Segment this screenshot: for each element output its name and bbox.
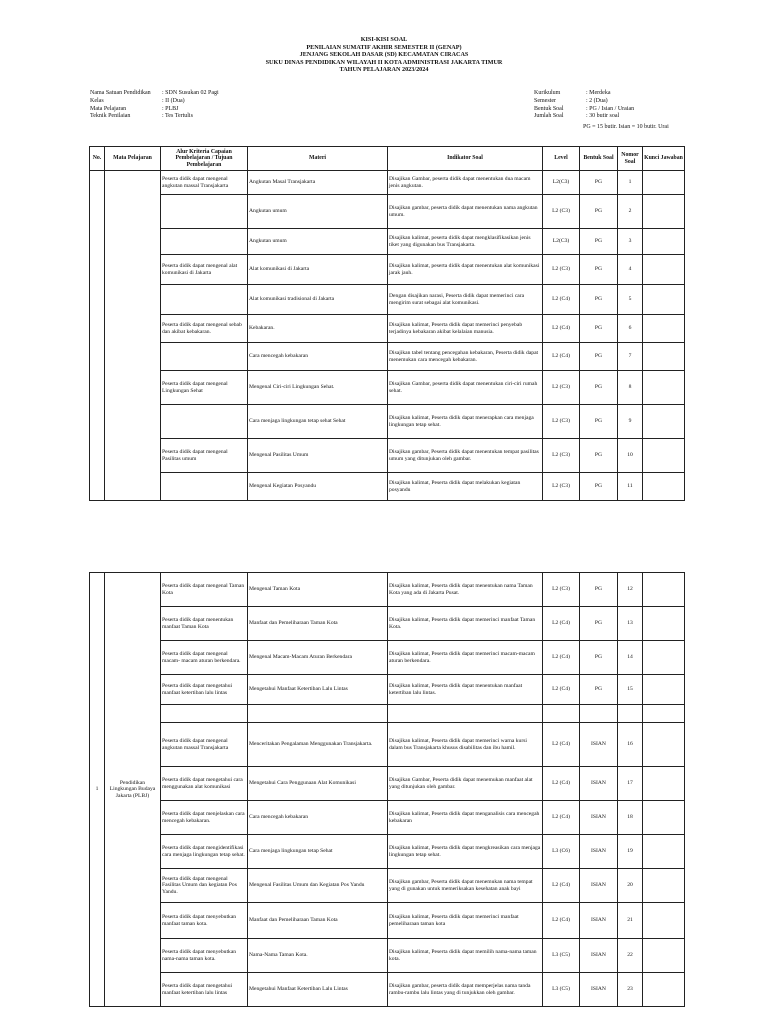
material-cell: Mengetahui Cara Penggunaan Alat Komunikasi bbox=[248, 767, 388, 801]
question-type-cell: PG bbox=[580, 171, 618, 195]
table-row bbox=[90, 675, 685, 705]
material-cell: Mengenal Fasilitas Umum dan Kegiatan Pos Yandu bbox=[248, 869, 388, 903]
answer-key-cell bbox=[643, 229, 685, 255]
table-row bbox=[90, 573, 685, 607]
material-cell bbox=[248, 705, 388, 723]
material-cell: Mengenal Macam-Macam Aturan Berkendara bbox=[248, 641, 388, 675]
table-header-row bbox=[90, 147, 685, 171]
level-cell: L2 (C4) bbox=[543, 723, 580, 767]
level-cell: L2(C3) bbox=[543, 171, 580, 195]
level-cell: L2 (C4) bbox=[543, 607, 580, 641]
question-number-cell: 18 bbox=[618, 801, 643, 835]
school-info bbox=[90, 90, 219, 121]
material-cell: Cara mencegah kebakaran bbox=[248, 801, 388, 835]
subject-number bbox=[90, 171, 105, 501]
col-header-answer-key: Kunci Jawaban bbox=[643, 147, 685, 171]
level-cell: L2 (C4) bbox=[543, 315, 580, 343]
indicator-cell bbox=[388, 705, 543, 723]
learning-objective-cell: Peserta didik dapat mengetahui manfaat ketertiban lalu lintas bbox=[161, 973, 248, 1007]
question-number-cell: 22 bbox=[618, 939, 643, 973]
indicator-cell: Disajikan Gambar, peserta didik dapat menentukan dua macam jenis angkutan. bbox=[388, 171, 543, 195]
info-row bbox=[90, 106, 219, 114]
question-type-cell: ISIAN bbox=[580, 973, 618, 1007]
answer-key-cell bbox=[643, 255, 685, 285]
table-row bbox=[90, 939, 685, 973]
question-number-cell bbox=[618, 705, 643, 723]
indicator-cell: Disajikan tabel tentang pencegahan kebakaran, Peserta didik dapat menemukan cara mencegah kebakaran. bbox=[388, 343, 543, 371]
level-cell: L2 (C3) bbox=[543, 255, 580, 285]
learning-objective-cell bbox=[161, 705, 248, 723]
table-row bbox=[90, 229, 685, 255]
question-number-cell: 17 bbox=[618, 767, 643, 801]
table-row bbox=[90, 723, 685, 767]
table-row bbox=[90, 473, 685, 501]
col-header-learning-objective: Alur Kriteria Capaian Pembelajaran / Tujuan Pembelajaran bbox=[161, 147, 248, 171]
material-cell: Mengetahui Manfaat Ketertiban Lalu Lintas bbox=[248, 675, 388, 705]
learning-objective-cell bbox=[161, 405, 248, 439]
learning-objective-cell: Peserta didik dapat menyebutkan manfaat taman kota. bbox=[161, 903, 248, 939]
indicator-cell: Disajikan kalimat, Peserta didik dapat memilih nama-nama taman kota. bbox=[388, 939, 543, 973]
level-cell: L2 (C4) bbox=[543, 869, 580, 903]
material-cell: Angkutan umum bbox=[248, 229, 388, 255]
material-cell: Menceritakan Pengalaman Menggunakan Transjakarta. bbox=[248, 723, 388, 767]
question-type-cell: PG bbox=[580, 229, 618, 255]
question-number-cell: 12 bbox=[618, 573, 643, 607]
info-value: : II (Dua) bbox=[162, 97, 185, 104]
material-cell: Angkutan Masal Transjakarta bbox=[248, 171, 388, 195]
info-row bbox=[90, 90, 219, 98]
answer-key-cell bbox=[643, 705, 685, 723]
kisi-kisi-table-page-1 bbox=[89, 146, 685, 501]
table-row bbox=[90, 405, 685, 439]
learning-objective-cell: Peserta didik dapat mengetahui manfaat ketertiban lalu lintas bbox=[161, 675, 248, 705]
material-cell: Alat komunikasi tradisional di Jakarta bbox=[248, 285, 388, 315]
indicator-cell: Disajikan kalimat, Peserta didik dapat memerinci manfaat Taman Kota. bbox=[388, 607, 543, 641]
question-type-cell: PG bbox=[580, 405, 618, 439]
learning-objective-cell: Peserta didik dapat mengenal Lingkungan Sehat bbox=[161, 371, 248, 405]
table-row bbox=[90, 195, 685, 229]
info-value: : 2 (Dua) bbox=[586, 97, 608, 104]
material-cell: Mengenal Pasilitas Umum bbox=[248, 439, 388, 473]
material-cell: Kebakaran. bbox=[248, 315, 388, 343]
info-label: Jumlah Soal bbox=[534, 113, 564, 120]
answer-key-cell bbox=[643, 869, 685, 903]
answer-key-cell bbox=[643, 195, 685, 229]
learning-objective-cell: Peserta didik dapat mengetahui cara menggunakan alat komunikasi bbox=[161, 767, 248, 801]
indicator-cell: Disajikan kalimat, Peserta didik dapat melakukan kegiatan posyandu bbox=[388, 473, 543, 501]
learning-objective-cell: Peserta didik dapat mengenal angkutan massal Transjakarta bbox=[161, 171, 248, 195]
table-row bbox=[90, 641, 685, 675]
material-cell: Manfaat dan Pemeliharaan Taman Kota bbox=[248, 903, 388, 939]
learning-objective-cell: Peserta didik dapat mengidentifikasi cara menjaga lingkungan tetap sehat. bbox=[161, 835, 248, 869]
indicator-cell: Dengan disajikan narasi, Peserta didik dapat memerinci cara mengirim surat sebagai alat komunikasi. bbox=[388, 285, 543, 315]
answer-key-cell bbox=[643, 723, 685, 767]
learning-objective-cell bbox=[161, 285, 248, 315]
info-row bbox=[90, 113, 219, 121]
table-row bbox=[90, 835, 685, 869]
header-line-3: JENJANG SEKOLAH DASAR (SD) KECAMATAN CIRACAS bbox=[299, 51, 469, 59]
material-cell: Mengenal Taman Kota bbox=[248, 573, 388, 607]
table-row bbox=[90, 767, 685, 801]
indicator-cell: Disajikan gambar, peserta didik dapat memperjelas nama tanda rambu-rambu lalu lintas yang di tunjukkan oleh gambar. bbox=[388, 973, 543, 1007]
question-count-note: PG = 15 butir. Isian = 10 butir. Urai bbox=[583, 124, 669, 130]
header-line-2: PENILAIAN SUMATIF AKHIR SEMESTER II (GENAP) bbox=[306, 43, 462, 51]
info-label: Teknik Penilaian bbox=[90, 113, 131, 120]
learning-objective-cell: Peserta didik dapat mengenal sebab dan akibat kebakaran. bbox=[161, 315, 248, 343]
kisi-kisi-table-page-2 bbox=[89, 572, 685, 1007]
subject-number: 1 bbox=[90, 573, 105, 1007]
answer-key-cell bbox=[643, 371, 685, 405]
col-header-material: Materi bbox=[248, 147, 388, 171]
question-number-cell: 14 bbox=[618, 641, 643, 675]
question-type-cell: ISIAN bbox=[580, 835, 618, 869]
header-line-5: TAHUN PELAJARAN 2023/2024 bbox=[339, 66, 429, 74]
question-number-cell: 20 bbox=[618, 869, 643, 903]
indicator-cell: Disajikan kalimat, peserta didik dapat menentukan alat komunikasi jarak jauh. bbox=[388, 255, 543, 285]
learning-objective-cell: Peserta didik dapat mengenal Pasilitas umum bbox=[161, 439, 248, 473]
answer-key-cell bbox=[643, 439, 685, 473]
question-number-cell: 13 bbox=[618, 607, 643, 641]
question-type-cell: PG bbox=[580, 607, 618, 641]
info-label: Kelas bbox=[90, 97, 104, 104]
question-number-cell: 21 bbox=[618, 903, 643, 939]
info-value: : Tes Tertulis bbox=[162, 113, 193, 120]
question-type-cell: PG bbox=[580, 195, 618, 229]
learning-objective-cell: Peserta didik dapat mengenal Fasilitas Umum dan kegiatan Pos Yandu. bbox=[161, 869, 248, 903]
answer-key-cell bbox=[643, 835, 685, 869]
question-type-cell: PG bbox=[580, 343, 618, 371]
answer-key-cell bbox=[643, 903, 685, 939]
col-header-question-number: Nomor Soal bbox=[618, 147, 643, 171]
question-number-cell: 5 bbox=[618, 285, 643, 315]
answer-key-cell bbox=[643, 405, 685, 439]
level-cell: L2 (C4) bbox=[543, 641, 580, 675]
col-header-no: No. bbox=[90, 147, 105, 171]
question-number-cell: 9 bbox=[618, 405, 643, 439]
level-cell: L2 (C3) bbox=[543, 473, 580, 501]
indicator-cell: Disajikan kalimat, peserta didik dapat mengklasifikasikan jenis tiket yang digunakan bus Transjakarta. bbox=[388, 229, 543, 255]
indicator-cell: Disajikan kalimat, Peserta didik dapat menentukan nama Taman Kota yang ada di Jakarta Pusat. bbox=[388, 573, 543, 607]
question-type-cell: PG bbox=[580, 473, 618, 501]
question-number-cell: 8 bbox=[618, 371, 643, 405]
answer-key-cell bbox=[643, 973, 685, 1007]
answer-key-cell bbox=[643, 801, 685, 835]
level-cell: L2 (C3) bbox=[543, 371, 580, 405]
question-number-cell: 6 bbox=[618, 315, 643, 343]
question-type-cell: PG bbox=[580, 315, 618, 343]
question-type-cell: ISIAN bbox=[580, 767, 618, 801]
question-type-cell: ISIAN bbox=[580, 723, 618, 767]
info-label: Nama Satuan Pendidikan bbox=[90, 90, 151, 96]
info-label: Kurikulum bbox=[534, 90, 561, 96]
info-value: : 30 butir soal bbox=[586, 113, 620, 120]
learning-objective-cell: Peserta didik dapat menjelaskan cara mencegah kebakaran. bbox=[161, 801, 248, 835]
answer-key-cell bbox=[643, 573, 685, 607]
question-number-cell: 7 bbox=[618, 343, 643, 371]
question-type-cell: ISIAN bbox=[580, 801, 618, 835]
material-cell: Alat komunikasi di Jakarta bbox=[248, 255, 388, 285]
level-cell: L2 (C4) bbox=[543, 801, 580, 835]
info-row bbox=[534, 106, 634, 114]
table-row bbox=[90, 973, 685, 1007]
level-cell: L2 (C4) bbox=[543, 285, 580, 315]
indicator-cell: Disajikan kalimat, Peserta didik dapat mengkreasikan cara menjaga lingkungan tetap sehat. bbox=[388, 835, 543, 869]
table-row bbox=[90, 903, 685, 939]
info-label: Mata Pelajaran bbox=[90, 105, 127, 112]
question-number-cell: 10 bbox=[618, 439, 643, 473]
table-row bbox=[90, 343, 685, 371]
level-cell: L3 (C5) bbox=[543, 973, 580, 1007]
level-cell: L2 (C3) bbox=[543, 195, 580, 229]
table-row bbox=[90, 869, 685, 903]
question-type-cell: ISIAN bbox=[580, 903, 618, 939]
indicator-cell: Disajikan gambar, peserta didik dapat menentukan nama angkutan umum. bbox=[388, 195, 543, 229]
learning-objective-cell bbox=[161, 229, 248, 255]
indicator-cell: Disajikan kalimat, Peserta didik dapat menerapkan cara menjaga lingkungan tetap sehat. bbox=[388, 405, 543, 439]
level-cell: L2(C3) bbox=[543, 229, 580, 255]
answer-key-cell bbox=[643, 675, 685, 705]
question-number-cell: 2 bbox=[618, 195, 643, 229]
question-number-cell: 4 bbox=[618, 255, 643, 285]
answer-key-cell bbox=[643, 767, 685, 801]
question-type-cell: PG bbox=[580, 573, 618, 607]
material-cell: Angkutan umum bbox=[248, 195, 388, 229]
learning-objective-cell: Peserta didik dapat mengenal alat komunikasi di Jakarta bbox=[161, 255, 248, 285]
indicator-cell: Disajikan Gambar, peserta didik dapat menentukan ciri-ciri rumah sehat. bbox=[388, 371, 543, 405]
info-value: : Merdeka bbox=[586, 90, 611, 96]
level-cell: L2 (C3) bbox=[543, 405, 580, 439]
level-cell: L2 (C4) bbox=[543, 675, 580, 705]
indicator-cell: Disajikan kalimat, Peserta didik dapat memerinci penyebab terjadinya kebakaran akibat kelalaian manusia. bbox=[388, 315, 543, 343]
document-header bbox=[0, 36, 768, 74]
col-header-level: Level bbox=[543, 147, 580, 171]
table-row bbox=[90, 255, 685, 285]
header-line-4: SUKU DINAS PENDIDIKAN WILAYAH II KOTA ADMINISTRASI JAKARTA TIMUR bbox=[265, 58, 503, 66]
material-cell: Manfaat dan Pemeliharaan Taman Kota bbox=[248, 607, 388, 641]
indicator-cell: Disajikan kalimat, Peserta didik dapat memerinci warna kursi dalam bus Transjakarta khusus disabilitas dan ibu hamil. bbox=[388, 723, 543, 767]
question-type-cell: PG bbox=[580, 675, 618, 705]
level-cell: L2 (C3) bbox=[543, 439, 580, 473]
question-number-cell: 19 bbox=[618, 835, 643, 869]
col-header-indicator: Indikator Soal bbox=[388, 147, 543, 171]
indicator-cell: Disajikan gambar, Peserta didik dapat menentukan tempat pasilitas umum yang ditunjukan oleh gambar. bbox=[388, 439, 543, 473]
question-number-cell: 23 bbox=[618, 973, 643, 1007]
table-row bbox=[90, 801, 685, 835]
question-type-cell: ISIAN bbox=[580, 939, 618, 973]
subject-name bbox=[105, 171, 161, 501]
question-number-cell: 11 bbox=[618, 473, 643, 501]
material-cell: Mengenal Kegiatan Posyandu bbox=[248, 473, 388, 501]
answer-key-cell bbox=[643, 343, 685, 371]
answer-key-cell bbox=[643, 285, 685, 315]
answer-key-cell bbox=[643, 641, 685, 675]
learning-objective-cell bbox=[161, 473, 248, 501]
indicator-cell: Disajikan kalimat, Peserta didik dapat memerinci manfaat pemeliharaan taman kota bbox=[388, 903, 543, 939]
question-type-cell: ISIAN bbox=[580, 869, 618, 903]
indicator-cell: Disajikan kalimat, Peserta didik dapat memerinci macam-macam aturan berkendara. bbox=[388, 641, 543, 675]
material-cell: Mengetahui Manfaat Ketertiban Lalu Lintas bbox=[248, 973, 388, 1007]
answer-key-cell bbox=[643, 171, 685, 195]
table-row bbox=[90, 285, 685, 315]
level-cell: L2 (C3) bbox=[543, 573, 580, 607]
info-value: : PLBJ bbox=[162, 105, 179, 112]
question-type-cell: PG bbox=[580, 371, 618, 405]
info-row bbox=[534, 98, 634, 106]
curriculum-info bbox=[534, 90, 634, 121]
info-row bbox=[90, 98, 219, 106]
col-header-question-type: Bentuk Soal bbox=[580, 147, 618, 171]
header-line-1: KISI-KISI SOAL bbox=[360, 36, 408, 43]
info-row bbox=[534, 90, 634, 98]
table-row bbox=[90, 439, 685, 473]
material-cell: Cara menjaga lingkungan tetap Sehat bbox=[248, 835, 388, 869]
info-row bbox=[534, 113, 634, 121]
question-number-cell: 3 bbox=[618, 229, 643, 255]
learning-objective-cell: Peserta didik dapat menentukan manfaat Taman Kota bbox=[161, 607, 248, 641]
question-type-cell: PG bbox=[580, 439, 618, 473]
table-row bbox=[90, 607, 685, 641]
question-number-cell: 16 bbox=[618, 723, 643, 767]
info-label: Bentuk Soal bbox=[534, 105, 564, 112]
answer-key-cell bbox=[643, 473, 685, 501]
learning-objective-cell bbox=[161, 195, 248, 229]
info-value: : PG / Isian / Uraian bbox=[586, 105, 635, 112]
level-cell: L3 (C6) bbox=[543, 835, 580, 869]
level-cell: L2 (C4) bbox=[543, 343, 580, 371]
info-label: Semester bbox=[534, 97, 556, 104]
indicator-cell: Disajikan gambar, Peserta didik dapat menemukan nama tempat yang di gunakan untuk memeriksakan kesehatan anak bayi bbox=[388, 869, 543, 903]
learning-objective-cell: Peserta didik dapat menyebutkan nama-nama taman kota. bbox=[161, 939, 248, 973]
learning-objective-cell: Peserta didik dapat mengenal angkutan massal Transjakarta bbox=[161, 723, 248, 767]
question-number-cell: 15 bbox=[618, 675, 643, 705]
col-header-subject: Mata Pelajaran bbox=[105, 147, 161, 171]
question-type-cell: PG bbox=[580, 285, 618, 315]
material-cell: Cara mencegah kebakaran bbox=[248, 343, 388, 371]
level-cell: L3 (C5) bbox=[543, 939, 580, 973]
info-value: : SDN Susukan 02 Pagi bbox=[162, 90, 219, 96]
learning-objective-cell: Peserta didik dapat mengenal Taman Kota bbox=[161, 573, 248, 607]
material-cell: Mengenal Ciri-ciri Lingkungan Sehat. bbox=[248, 371, 388, 405]
indicator-cell: Disajikan Gambar, Peserta didik dapat menemukan manfaat alat yang ditunjukan oleh gambar. bbox=[388, 767, 543, 801]
material-cell: Nama-Nama Taman Kota. bbox=[248, 939, 388, 973]
learning-objective-cell: Peserta didik dapat mengenal macam- macam aturan berkendara. bbox=[161, 641, 248, 675]
table-row bbox=[90, 705, 685, 723]
level-cell: L2 (C4) bbox=[543, 767, 580, 801]
table-row bbox=[90, 371, 685, 405]
question-type-cell: PG bbox=[580, 641, 618, 675]
subject-name: Pendidikan Lingkungan Budaya Jakarta (PLBJ) bbox=[105, 573, 161, 1007]
question-number-cell: 1 bbox=[618, 171, 643, 195]
level-cell: L2 (C4) bbox=[543, 903, 580, 939]
learning-objective-cell bbox=[161, 343, 248, 371]
answer-key-cell bbox=[643, 939, 685, 973]
indicator-cell: Disajikan kalimat, Peserta didik dapat menentukan manfaat ketertiban lalu lintas. bbox=[388, 675, 543, 705]
indicator-cell: Disajikan kalimat, Peserta didik dapat menganalisis cara mencegah kebakaran bbox=[388, 801, 543, 835]
table-row bbox=[90, 171, 685, 195]
material-cell: Cara menjaga lingkungan tetap sehat Sehat bbox=[248, 405, 388, 439]
table-row bbox=[90, 315, 685, 343]
answer-key-cell bbox=[643, 315, 685, 343]
question-type-cell: PG bbox=[580, 255, 618, 285]
answer-key-cell bbox=[643, 607, 685, 641]
level-cell bbox=[543, 705, 580, 723]
question-type-cell bbox=[580, 705, 618, 723]
